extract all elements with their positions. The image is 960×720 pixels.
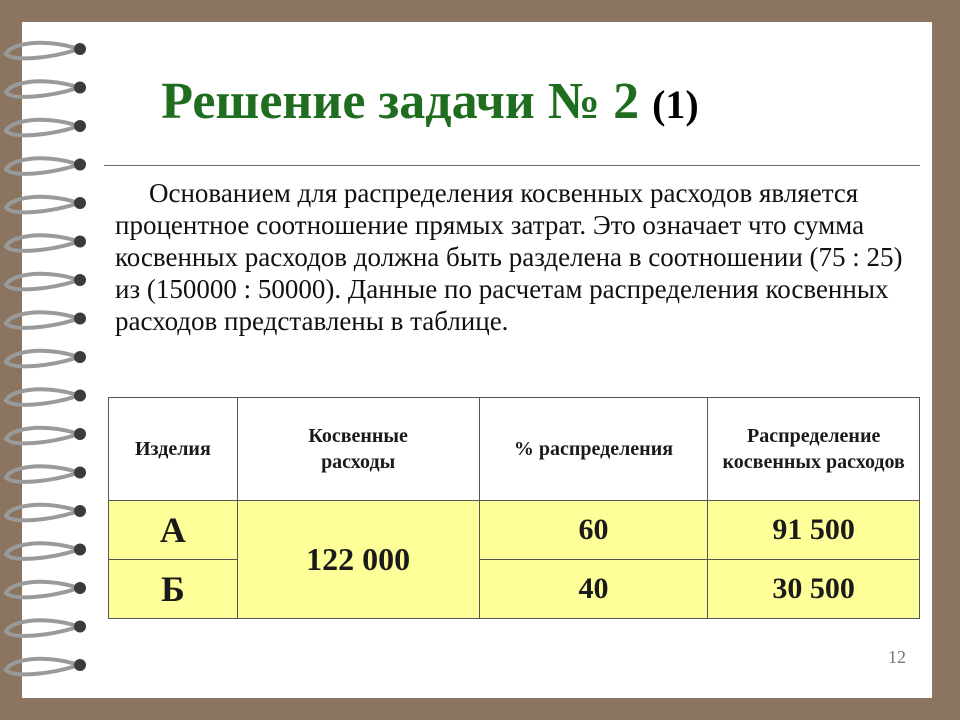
percent-cell: 40 — [479, 560, 708, 619]
body-paragraph-text: Основанием для распределения косвенных расходов является процентное соотношение прямых затрат. Это означает что сумма косвенных расходов должна быть разделена в соотношении (75 : 25) из (150000 : 50000). Данные по расчетам распределения косвенных расходов представлены в таблице. — [115, 178, 903, 336]
body-paragraph — [115, 177, 915, 337]
title-divider — [104, 165, 920, 166]
binding-ring — [6, 582, 76, 597]
binding-ring — [6, 351, 76, 366]
binding-ring — [6, 466, 76, 481]
allocation-cell: 30 500 — [708, 560, 920, 619]
title-main: Решение задачи № 2 — [161, 73, 640, 130]
allocation-table — [108, 397, 920, 619]
header-allocation: Распределение косвенных расходов — [708, 398, 920, 501]
indirect-costs-cell: 122 000 — [237, 501, 479, 619]
binding-ring — [6, 158, 76, 173]
allocation-cell: 91 500 — [708, 501, 920, 560]
header-percent: % распределения — [479, 398, 708, 501]
binding-hole — [74, 659, 86, 671]
binding-ring — [6, 505, 76, 520]
binding-ring — [6, 235, 76, 250]
binding-ring — [6, 620, 76, 635]
slide-title — [0, 70, 860, 137]
binding-ring — [6, 428, 76, 443]
binding-hole — [74, 428, 86, 440]
binding-ring — [6, 389, 76, 404]
title-suffix: (1) — [652, 82, 699, 127]
table-header-row — [109, 398, 920, 501]
binding-hole — [74, 197, 86, 209]
binding-hole — [74, 313, 86, 325]
binding-hole — [74, 582, 86, 594]
binding-hole — [74, 351, 86, 363]
product-cell: Б — [109, 560, 238, 619]
page-number: 12 — [888, 647, 906, 667]
product-cell: А — [109, 501, 238, 560]
binding-hole — [74, 236, 86, 248]
binding-hole — [74, 159, 86, 171]
binding-hole — [74, 505, 86, 517]
binding-hole — [74, 390, 86, 402]
binding-ring — [6, 197, 76, 212]
percent-cell: 60 — [479, 501, 708, 560]
binding-hole — [74, 621, 86, 633]
binding-ring — [6, 543, 76, 558]
table-row — [109, 501, 920, 560]
binding-ring — [6, 274, 76, 289]
header-indirect-costs: Косвенные расходы — [237, 398, 479, 501]
table-row — [109, 560, 920, 619]
binding-hole — [74, 467, 86, 479]
binding-hole — [74, 544, 86, 556]
binding-ring — [6, 312, 76, 327]
binding-hole — [74, 274, 86, 286]
binding-ring — [6, 659, 76, 674]
binding-hole — [74, 43, 86, 55]
header-products: Изделия — [109, 398, 238, 501]
binding-ring — [6, 43, 76, 58]
